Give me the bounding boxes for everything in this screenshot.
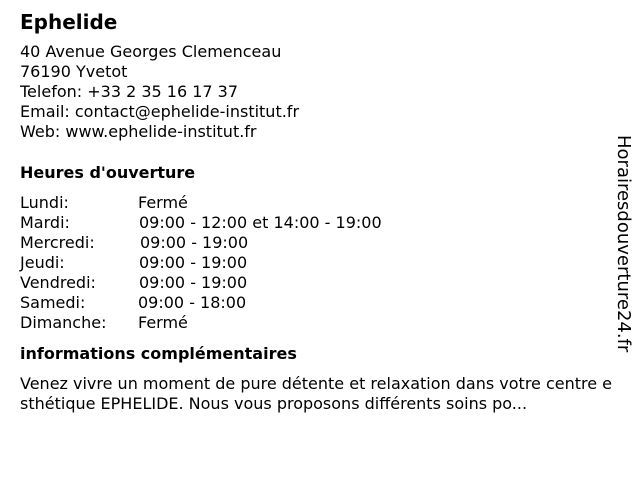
- day-hours: Fermé: [138, 193, 188, 212]
- business-name: Ephelide: [20, 10, 118, 34]
- opening-hours-table: [20, 193, 620, 333]
- day-label: Mardi:: [20, 213, 70, 232]
- hours-row-wednesday: [20, 233, 620, 253]
- day-hours: 09:00 - 12:00 et 14:00 - 19:00: [139, 213, 382, 232]
- business-card: [20, 10, 620, 414]
- hours-row-monday: [20, 193, 620, 213]
- day-label: Mercredi:: [20, 233, 95, 252]
- opening-hours-heading: Heures d'ouverture: [20, 163, 196, 182]
- web-line: Web: www.ephelide-institut.fr: [20, 122, 257, 141]
- day-label: Vendredi:: [20, 273, 96, 292]
- email-line: Email: contact@ephelide-institut.fr: [20, 102, 300, 121]
- day-label: Samedi:: [20, 293, 86, 312]
- day-hours: 09:00 - 19:00: [139, 273, 248, 292]
- additional-info-heading: informations complémentaires: [20, 344, 297, 363]
- hours-row-tuesday: [20, 213, 620, 233]
- phone-line: Telefon: +33 2 35 16 17 37: [20, 82, 239, 101]
- brand-watermark: [611, 135, 635, 353]
- brand-label: Horairesdouverture24.fr: [613, 135, 634, 353]
- day-hours: 09:00 - 19:00: [140, 233, 249, 252]
- day-hours: Fermé: [138, 313, 188, 332]
- address-street: 40 Avenue Georges Clemenceau: [20, 42, 282, 61]
- day-label: Lundi:: [20, 193, 69, 212]
- day-label: Dimanche:: [20, 313, 107, 332]
- day-hours: 09:00 - 19:00: [139, 253, 248, 272]
- day-hours: 09:00 - 18:00: [138, 293, 247, 312]
- hours-row-friday: [20, 273, 620, 293]
- day-label: Jeudi:: [20, 253, 65, 272]
- hours-row-saturday: [20, 293, 620, 313]
- address-city: 76190 Yvetot: [20, 62, 128, 81]
- hours-row-thursday: [20, 253, 620, 273]
- additional-info-text: Venez vivre un moment de pure détente et relaxation dans votre centre esthétique EPHELIDE. Nous vous proposons différents soins po...: [20, 374, 613, 413]
- hours-row-sunday: [20, 313, 620, 333]
